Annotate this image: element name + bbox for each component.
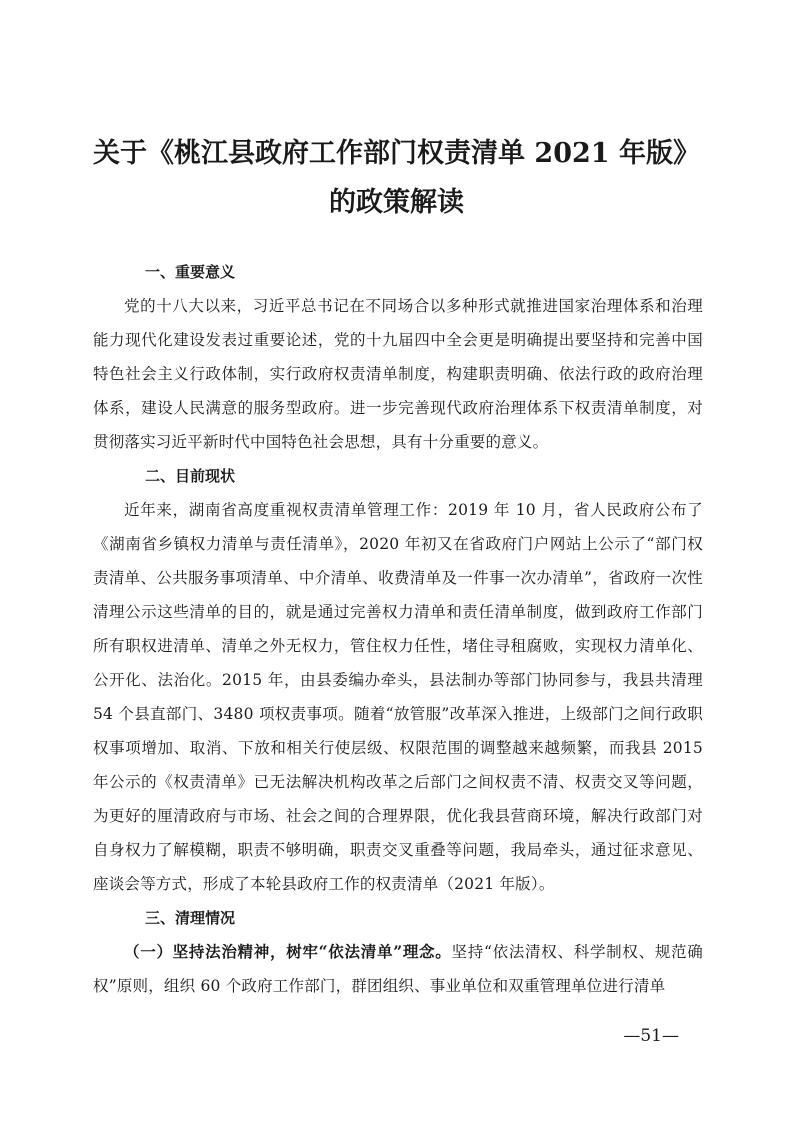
page-number: —51— bbox=[623, 1026, 679, 1046]
document-title-line-1: 关于《桃江县政府工作部门权责清单 2021 年版》 bbox=[93, 138, 700, 169]
section-heading-cleanup: 三、清理情况 bbox=[145, 909, 236, 927]
paragraph-importance: 党的十八大以来，习近平总书记在不同场合以多种形式就推进国家治理体系和治理能力现代化建设发表过重要论述，党的十九届四中全会更是明确提出要坚持和完善中国特色社会主义行政体制，实行政府权责清单制度，构建职责明确、依法行政的政府治理体系，建设人民满意的服务型政府。进一步完善现代政府治理体系下权责清单制度，对贯彻落实习近平新时代中国特色社会思想，具有十分重要的意义。 bbox=[93, 297, 703, 451]
document-title-line-2: 的政策解读 bbox=[329, 187, 464, 218]
paragraph-cleanup bbox=[93, 935, 703, 1003]
paragraph-cleanup-lead: （一）坚持法治精神，树牢“依法清单”理念。 bbox=[124, 942, 452, 961]
paragraph-cleanup-text: 坚持“依法清权、科学制权、规范确权”原则，组织 60 个政府工作部门，群团组织、事业单位和双重管理单位进行清单 bbox=[93, 943, 703, 995]
section-heading-current-status: 二、目前现状 bbox=[145, 467, 236, 485]
document-body bbox=[93, 255, 703, 1003]
section-heading-importance: 一、重要意义 bbox=[145, 263, 236, 281]
paragraph-current-status: 近年来，湖南省高度重视权责清单管理工作：2019 年 10 月，省人民政府公布了《湖南省乡镇权力清单与责任清单》，2020 年初又在省政府门户网站上公示了“部门权责清单、公共服务事项清单、中介清单、收费清单及一件事一次办清单”，省政府一次性清理公示这些清单的目的，就是通过完善权力清单和责任清单制度，做到政府工作部门所有职权进清单、清单之外无权力，管住权力任性，堵住寻租腐败，实现权力清单化、公开化、法治化。2015 年，由县委编办牵头，县法制办等部门协同参与，我县共清理 54 个县直部门、3480 项权责事项。随着“放管服”改革深入推进，上级部门之间行政职权事项增加、取消、下放和相关行使层级、权限范围的调整越来越频繁，而我县 2015 年公示的《权责清单》已无法解决机构改革之后部门之间权责不清、权责交叉等问题，为更好的厘清政府与市场、社会之间的合理界限，优化我县营商环境，解决行政部门对自身权力了解模糊，职责不够明确，职责交叉重叠等问题，我局牵头，通过征求意见、座谈会等方式，形成了本轮县政府工作的权责清单（2021 年版）。 bbox=[93, 501, 703, 893]
